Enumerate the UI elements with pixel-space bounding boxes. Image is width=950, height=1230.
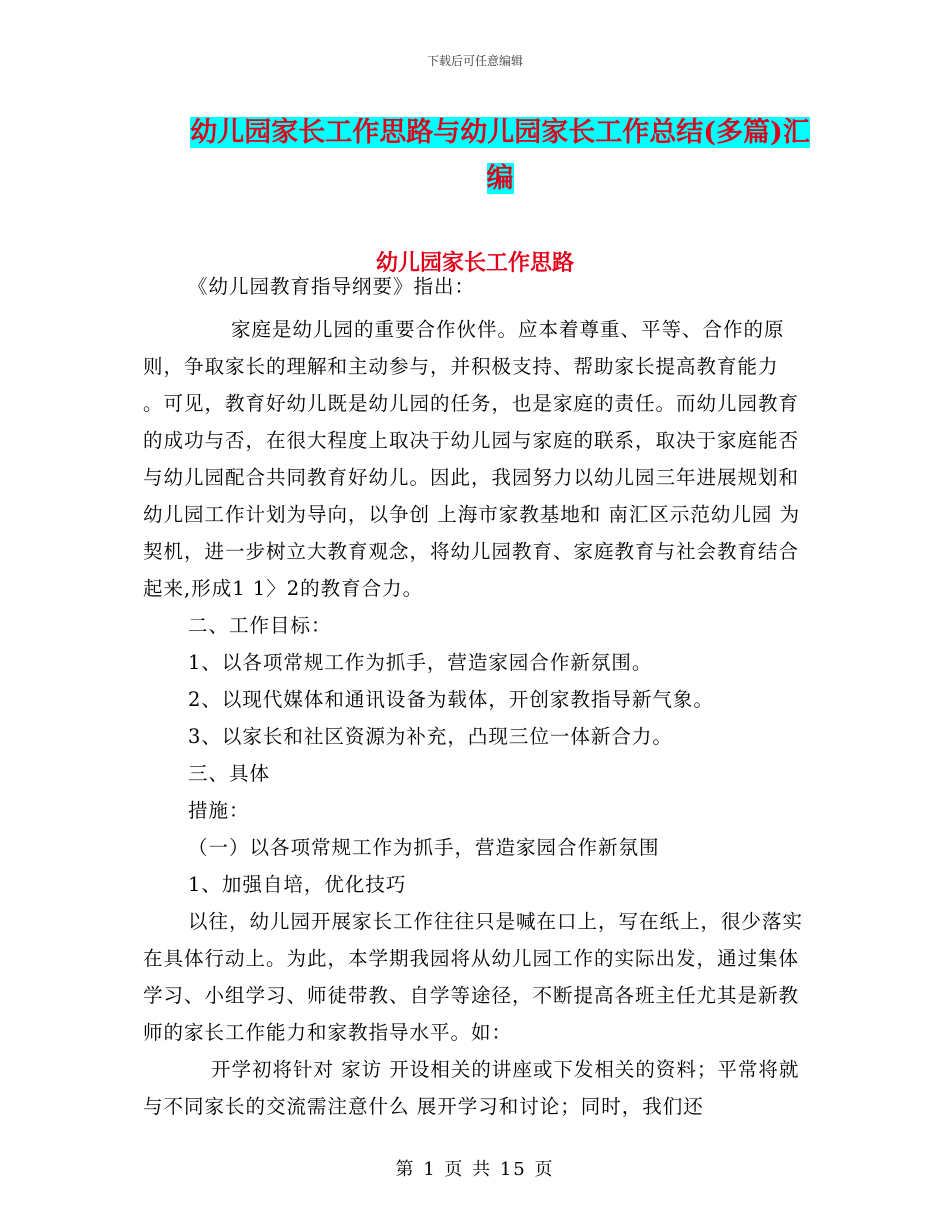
header-note: 下载后可任意编辑: [426, 54, 523, 68]
paragraph: 措施：: [188, 799, 250, 822]
paragraph: 2、以现代媒体和通讯设备为载体，开创家教指导新气象。: [188, 688, 714, 711]
paragraph: 二、工作目标：: [188, 614, 332, 637]
paragraph: 三、具体: [188, 762, 271, 785]
paragraph: 1、加强自培，优化技巧: [188, 873, 407, 896]
paragraph: 开学初将针对 家访 开设相关的讲座或下发相关的资料；平常将就 与不同家长的交流需注意什么 展开学习和讨论；同时，我们还: [143, 1058, 800, 1118]
section-title: 幼儿园家长工作思路: [375, 250, 574, 276]
document-title-text: 幼儿园家长工作思路与幼儿园家长工作总结(多篇)汇编: [190, 117, 810, 194]
paragraph: 《幼儿园教育指导纲要》指出：: [188, 275, 476, 298]
paragraph: （一）以各项常规工作为抓手，营造家园合作新氛围: [188, 836, 660, 859]
page-footer: 第 1 页 共 15 页: [395, 1159, 555, 1180]
paragraph: 3、以家长和社区资源为补充，凸现三位一体新合力。: [188, 725, 673, 748]
paragraph: 以往，幼儿园开展家长工作往往只是喊在口上，写在纸上，很少落实在具体行动上。为此，本学期我园将从幼儿园工作的实际出发，通过集体学习、小组学习、师徒带教、自学等途径，不断提高各班主任尤其是新教师的家长工作能力和家教指导水平。如：: [143, 910, 804, 1044]
paragraph: 1、以各项常规工作为抓手，营造家园合作新氛围。: [188, 651, 653, 674]
document-body: [143, 268, 803, 1125]
document-title: [190, 110, 810, 202]
paragraph: 家庭是幼儿园的重要合作伙伴。应本着尊重、平等、合作的原则，争取家长的理解和主动参与，并积极支持、帮助家长提高教育能力 。可见，教育好幼儿既是幼儿园的任务，也是家庭的责任。而幼儿园教育的成功与否，在很大程度上取决于幼儿园与家庭的联系，取决于家庭能否与幼儿园配合共同教育好幼儿。因此，我园努力以幼儿园三年进展规划和幼儿园工作计划为导向，以争创 上海市家教基地和 南汇区示范幼儿园 为契机，进一步树立大教育观念，将幼儿园教育、家庭教育与社会教育结合起来,形成1 1〉2的教育合力。: [143, 318, 801, 600]
